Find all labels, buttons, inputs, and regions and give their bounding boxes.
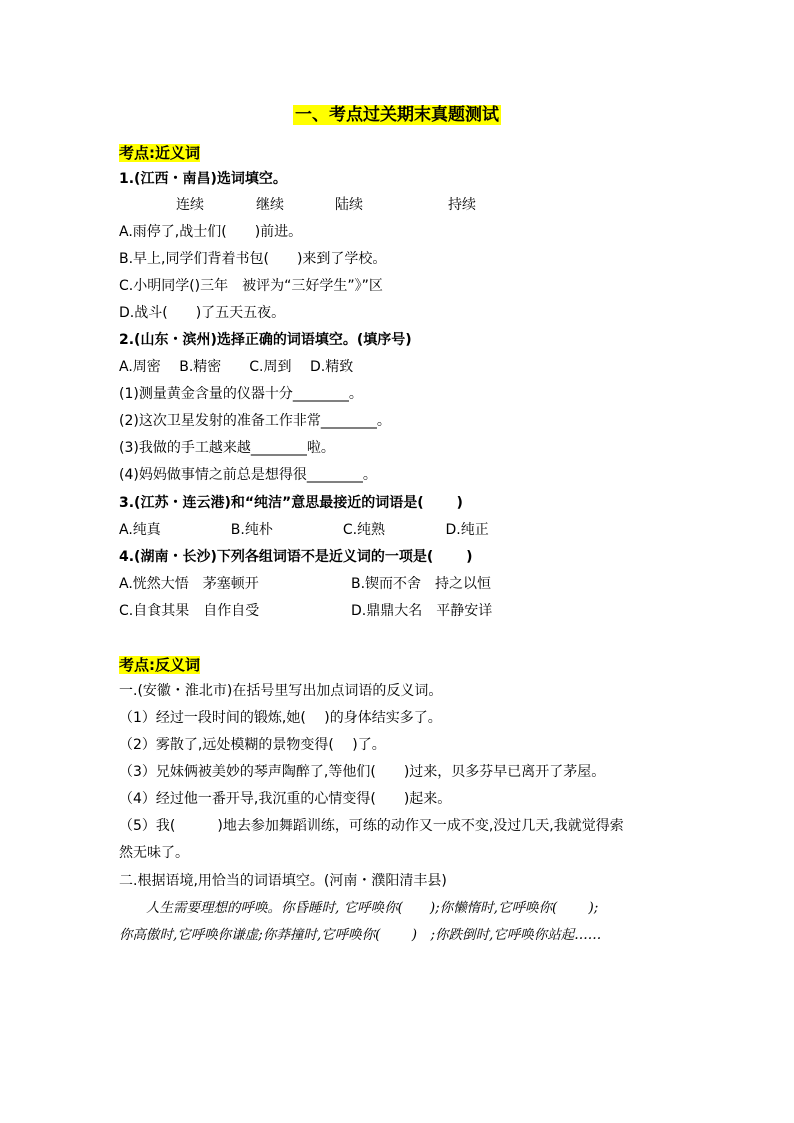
question-item: （2）雾散了,远处模糊的景物变得( )了。 — [119, 737, 386, 753]
question-item: （3）兄妹俩被美妙的琴声陶醉了,等他们( )过来，贝多芬早已离开了茅屋。 — [119, 764, 606, 780]
question-2-stem: 2.(山东・滨州)选择正确的词语填空。(填序号) — [119, 332, 412, 348]
page-title: 一、考点过关期末真题测试 — [295, 105, 499, 125]
word-option: 继续 — [256, 197, 284, 213]
question-4-option-d: D.鼎鼎大名 平静安详 — [351, 603, 493, 619]
passage-line: 人生需要理想的呼唤。你昏睡时, 它呼唤你( );你懒惰时,它呼唤你( ); — [119, 900, 599, 916]
question-item: D.战斗( )了五天五夜。 — [119, 305, 286, 321]
section-heading-synonyms: 考点:近义词 — [119, 144, 200, 162]
section-heading-antonyms: 考点:反义词 — [119, 656, 200, 674]
question-item: （1）经过一段时间的锻炼,她( )的身体结实多了。 — [119, 710, 442, 726]
question-1-stem: 1.(江西・南昌)选词填空。 — [119, 171, 287, 187]
question-4-option-b: B.锲而不舍 持之以恒 — [351, 576, 492, 592]
question-item: (3)我做的手工越来越________啦。 — [119, 440, 335, 456]
word-option: 持续 — [448, 197, 476, 213]
word-option: 连续 — [176, 197, 204, 213]
question-3-stem: 3.(江苏・连云港)和“纯洁”意思最接近的词语是( ) — [119, 495, 463, 511]
passage-line: 你高傲时,它呼唤你谦虚;你莽撞时,它呼唤你( ) ;你跌倒时,它呼唤你站起…… — [119, 927, 602, 943]
question-item: (1)测量黄金含量的仪器十分________。 — [119, 386, 363, 402]
word-option: 陆续 — [335, 197, 363, 213]
question-item: (4)妈妈做事情之前总是想得很________。 — [119, 467, 377, 483]
question-item: C.小明同学()三年 被评为“三好学生”》”区 — [119, 278, 383, 294]
question-4-option-c: C.自食其果 自作自受 — [119, 603, 260, 619]
question-4-option-a: A.恍然大悟 茅塞顿开 — [119, 576, 259, 592]
question-item: B.早上,同学们背着书包( )来到了学校。 — [119, 251, 387, 267]
question-2-options: A.周密 B.精密 C.周到 D.精致 — [119, 359, 354, 375]
question-4-stem: 4.(湖南・长沙)下列各组词语不是近义词的一项是( ) — [119, 549, 473, 565]
question-item: （5）我( )地去参加舞蹈训练，可练的动作又一成不变,没过几天,我就觉得索 — [119, 818, 624, 834]
context-question-stem: 二.根据语境,用恰当的词语填空。(河南・濮阳清丰县) — [119, 873, 447, 889]
antonym-question-stem: 一.(安徽・淮北市)在括号里写出加点词语的反义词。 — [119, 683, 443, 699]
question-item: (2)这次卫星发射的准备工作非常________。 — [119, 413, 391, 429]
question-3-options: A.纯真 B.纯朴 C.纯熟 D.纯正 — [119, 522, 489, 538]
question-item: 然无味了。 — [119, 845, 189, 861]
question-item: （4）经过他一番开导,我沉重的心情变得( )起来。 — [119, 791, 452, 807]
question-item: A.雨停了,战士们( )前进。 — [119, 224, 303, 240]
